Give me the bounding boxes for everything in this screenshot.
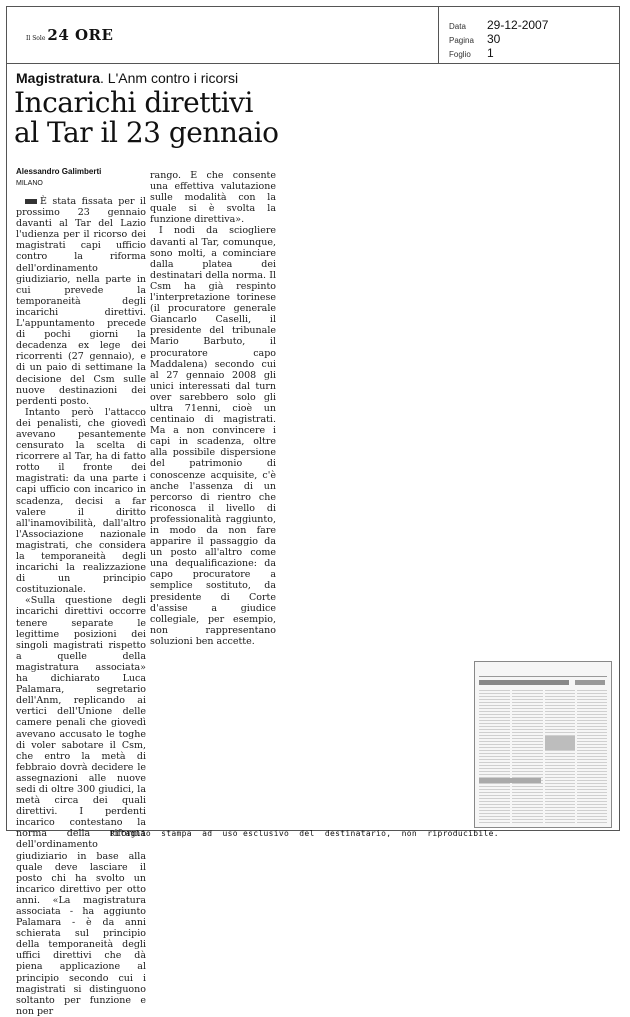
meta-row-date xyxy=(449,18,548,32)
meta-value: 30 xyxy=(487,32,501,46)
clipping-meta-box xyxy=(438,6,620,63)
article-headline xyxy=(14,88,278,148)
article-paragraph xyxy=(16,196,146,407)
thumbnail-content xyxy=(479,666,607,823)
meta-label: Foglio xyxy=(449,50,471,59)
page-thumbnail xyxy=(474,661,612,828)
article-column-2 xyxy=(150,170,276,647)
article-byline: Alessandro Galimberti xyxy=(16,167,102,176)
paragraph-text: È stata fissata per il prossimo 23 gennaio davanti al Tar del Lazio l'udienza per il ricorso dei magistrati capi ufficio contro la riforma dell'ordinamento giudiziario, nella parte in cui prevede la temporaneità degli incarichi direttivi. L'appuntamento precede di pochi giorni la decadenza ex lege dei ricorrenti (27 gennaio), e di un paio di settimane la decisione del Csm sulle nuove destinazioni dei perdenti posto. xyxy=(16,196,146,407)
article-dateline: MILANO xyxy=(16,180,43,187)
meta-value: 29-12-2007 xyxy=(487,18,549,32)
logo-big-text: 24 ORE xyxy=(47,26,114,44)
article-kicker xyxy=(16,70,238,86)
meta-row-sheet xyxy=(449,46,494,60)
thumbnail-highlight-block xyxy=(545,736,575,750)
article-paragraph: Intanto però l'attacco dei penalisti, che giovedì avevano pesantemente censurato la scelta di ricorrere al Tar, ha di fatto rotto il fronte dei magistrati: da una parte i capi ufficio con incarico in scadenza, decisi a far valere il diritto all'inamovibilità, dall'altro l'Associazione nazionale magistrati, che considera la temporaneità degli incarichi la realizzazione di un principio costituzionale. xyxy=(16,406,146,596)
meta-label: Pagina xyxy=(449,36,474,45)
thumbnail-header xyxy=(479,666,607,677)
article-column-1 xyxy=(16,196,146,1017)
headline-line-2: al Tar il 23 gennaio xyxy=(14,116,279,149)
copyright-notice: Ritaglio stampa ad uso esclusivo del destinatario, non riproducibile. xyxy=(110,829,499,838)
kicker-rest: . L'Anm contro i ricorsi xyxy=(100,70,239,86)
meta-value: 1 xyxy=(487,46,494,60)
thumbnail-column-gutter xyxy=(575,690,577,823)
thumbnail-column-gutter xyxy=(543,690,545,823)
meta-label: Data xyxy=(449,22,466,31)
paragraph-marker-icon xyxy=(25,199,37,204)
article-paragraph: rango. E che consente una effettiva valutazione sulle modalità con la quale si è svolta la funzione direttiva». xyxy=(150,170,276,226)
meta-row-page xyxy=(449,32,500,46)
kicker-section: Magistratura xyxy=(16,70,101,86)
newspaper-logo xyxy=(26,26,113,44)
thumbnail-headline xyxy=(479,680,569,685)
headline-line-1: Incarichi direttivi xyxy=(14,86,253,119)
header-divider xyxy=(6,63,619,64)
article-paragraph: I nodi da sciogliere davanti al Tar, comunque, sono molti, a cominciare dalla platea dei destinatari della norma. Il Csm ha già respinto l'interpretazione torinese (il procuratore generale Giancarlo Caselli, il presidente del tribunale Mario Barbuto, il procuratore capo Maddalena) secondo cui al 27 gennaio 2008 gli unici interessati dal turn over sarebbero solo gli ultra 71enni, cioè un centinaio di magistrati. Ma a non convincere i capi in scadenza, oltre alla possibile dispersione del patrimonio di conoscenze acquisite, c'è anche l'assenza di un percorso di rientro che riconosca il livello di professionalità raggiunto, in modo da non fare apparire il passaggio da un posto all'altro come una dequalificazione: da capo procuratore a semplice sostituto, da presidente di Corte d'assise a giudice collegiale, per esempio, non rappresentano soluzioni ben accette. xyxy=(150,225,276,647)
thumbnail-headline-secondary xyxy=(575,680,605,685)
thumbnail-subhead xyxy=(479,778,541,783)
thumbnail-column-gutter xyxy=(510,690,512,823)
logo-small-text: Il Sole xyxy=(26,35,46,42)
article-paragraph: «Sulla questione degli incarichi direttivi occorre tenere separate le legittime posizioni dei singoli magistrati rispetto a quelle della magistratura associata» ha dichiarato Luca Palamara, segretario dell'Anm, replicando ai vertici dell'Unione delle camere penali che giovedì avevano accusato le toghe di voler sabotare il Csm, che entro la metà di febbraio dovrà decidere le assegnazioni alle nuove sedi di oltre 300 giudici, la metà circa dei quali direttivi. I perdenti incarico contestano la norma della riforma dell'ordinamento giudiziario in base alla quale deve lasciare il posto chi ha svolto un incarico direttivo per otto anni. «La magistratura associata - ha aggiunto Palamara - è da anni schierata sul principio della temporaneità degli uffici direttivi che dà piena applicazione al principio secondo cui i magistrati si distinguono soltanto per funzione e non per xyxy=(16,595,146,1017)
